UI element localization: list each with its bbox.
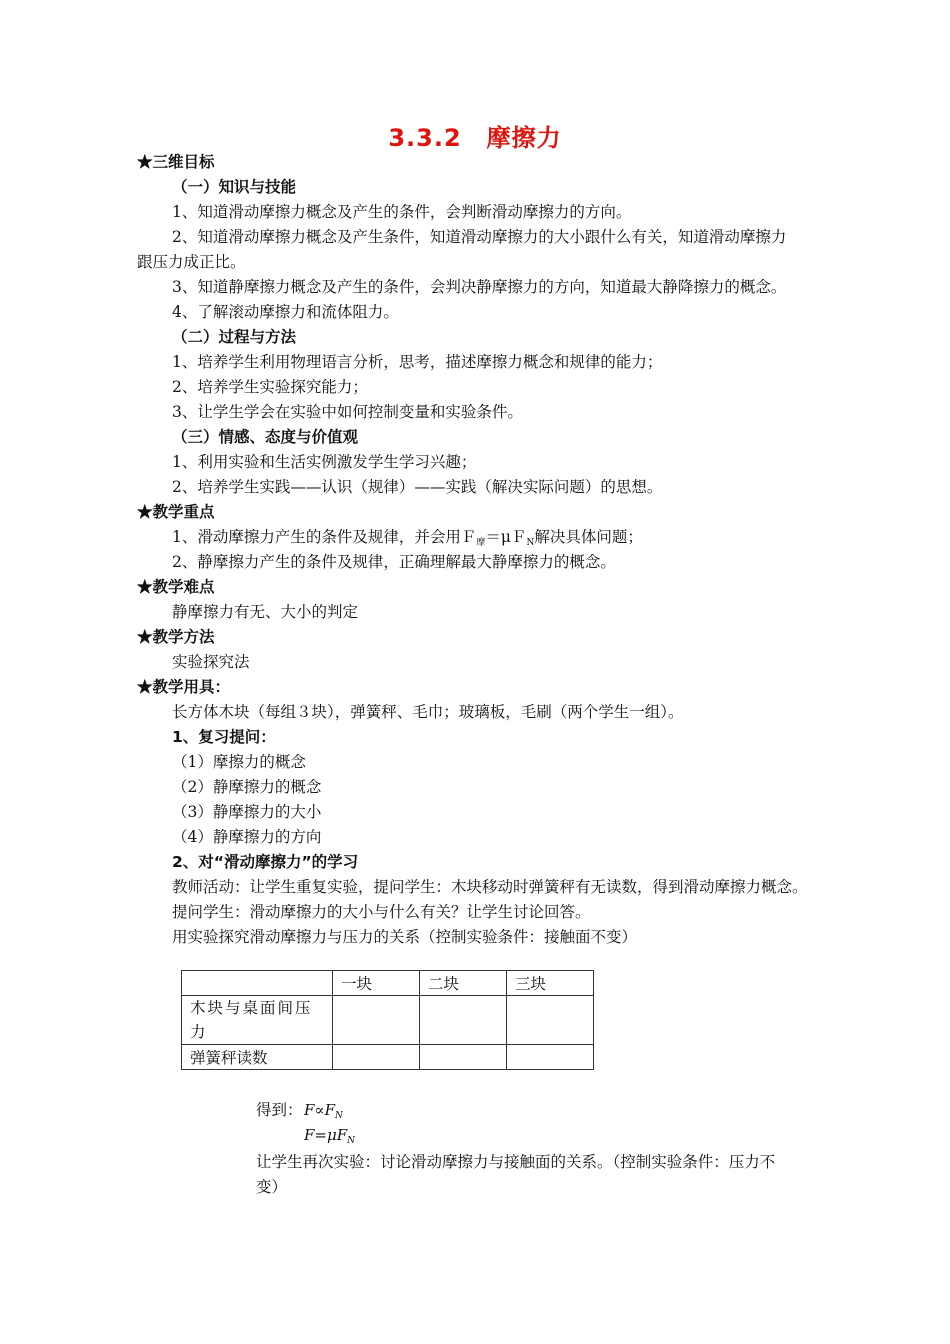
formula-text: F	[304, 1126, 315, 1144]
table-header-cell: 一块	[333, 971, 420, 996]
paragraph: 2、静摩擦力产生的条件及规律，正确理解最大静摩擦力的概念。	[172, 553, 616, 571]
table-cell	[333, 996, 420, 1045]
paragraph: 2、培养学生实验探究能力；	[172, 378, 368, 396]
table-header-cell: 二块	[420, 971, 507, 996]
paragraph: 变）	[256, 1178, 288, 1196]
paragraph: 用实验探究滑动摩擦力与压力的关系（控制实验条件：接触面不变）	[172, 928, 638, 946]
experiment-table	[181, 970, 594, 1070]
paragraph-formula	[172, 526, 643, 554]
subscript: N	[347, 1136, 356, 1146]
paragraph: 跟压力成正比。	[137, 253, 246, 271]
section-heading-method: ★教学方法	[137, 627, 215, 646]
subscript: N	[526, 538, 535, 548]
subheading-knowledge: （一）知识与技能	[172, 178, 297, 196]
subheading-attitude: （三）情感、态度与价值观	[172, 428, 359, 446]
table-cell	[420, 996, 507, 1045]
table-row	[182, 1045, 594, 1070]
list-item: （1）摩擦力的概念	[172, 753, 306, 771]
section-heading-tools: ★教学用具：	[137, 677, 231, 696]
table-cell	[507, 996, 594, 1045]
table-row	[182, 996, 594, 1045]
label-line: 力	[190, 1023, 208, 1041]
section-heading-goals: ★三维目标	[137, 152, 215, 171]
section-heading-key-points: ★教学重点	[137, 502, 215, 521]
list-item: （3）静摩擦力的大小	[172, 803, 322, 821]
table-cell	[507, 1045, 594, 1070]
paragraph: 让学生再次实验：讨论滑动摩擦力与接触面的关系。（控制实验条件：压力不	[256, 1153, 776, 1171]
result-label: 得到：	[256, 1101, 303, 1119]
formula-text: ∝F	[314, 1101, 335, 1119]
table-row-label	[182, 996, 333, 1045]
subheading-process: （二）过程与方法	[172, 328, 297, 346]
formula-text: =μF	[314, 1126, 348, 1144]
table-header-row	[182, 971, 594, 996]
table-header-cell: 三块	[507, 971, 594, 996]
paragraph: 1、利用实验和生活实例激发学生学习兴趣；	[172, 453, 477, 471]
label-line: 木块与桌面间压	[190, 999, 313, 1017]
paragraph: 4、了解滚动摩擦力和流体阻力。	[172, 303, 399, 321]
subheading-sliding-friction: 2、对“滑动摩擦力”的学习	[172, 853, 359, 871]
formula-proportional	[304, 1101, 343, 1121]
paragraph: 静摩擦力有无、大小的判定	[172, 603, 359, 621]
table-row-label: 弹簧秤读数	[182, 1045, 333, 1070]
page-title: 3.3.2 摩擦力	[388, 124, 562, 152]
paragraph: 3、知道静摩擦力概念及产生的条件，会判决静摩擦力的方向，知道最大静降擦力的概念。	[172, 278, 787, 296]
paragraph: 教师活动：让学生重复实验，提问学生：木块移动时弹簧秤有无读数，得到滑动摩擦力概念。	[172, 878, 808, 896]
subscript: 摩	[476, 538, 486, 548]
list-item: （4）静摩擦力的方向	[172, 828, 322, 846]
section-heading-difficulty: ★教学难点	[137, 577, 215, 596]
subscript: N	[334, 1111, 343, 1121]
formula-text: F	[304, 1101, 315, 1119]
paragraph: 长方体木块（每组３块），弹簧秤、毛巾；玻璃板，毛刷（两个学生一组）。	[172, 703, 684, 721]
paragraph: 实验探究法	[172, 653, 250, 671]
paragraph: 1、知道滑动摩擦力概念及产生的条件，会判断滑动摩擦力的方向。	[172, 203, 632, 221]
paragraph: 3、让学生学会在实验中如何控制变量和实验条件。	[172, 403, 523, 421]
table-header-cell	[182, 971, 333, 996]
paragraph: 提问学生：滑动摩擦力的大小与什么有关？让学生讨论回答。	[172, 903, 591, 921]
list-item: （2）静摩擦力的概念	[172, 778, 322, 796]
paragraph: 2、知道滑动摩擦力概念及产生条件，知道滑动摩擦力的大小跟什么有关，知道滑动摩擦力	[172, 228, 787, 246]
table-cell	[420, 1045, 507, 1070]
text: 1、滑动摩擦力产生的条件及规律，并会用Ｆ	[172, 528, 477, 546]
table-cell	[333, 1045, 420, 1070]
paragraph: 1、培养学生利用物理语言分析，思考，描述摩擦力概念和规律的能力；	[172, 353, 663, 371]
subheading-review: 1、复习提问：	[172, 728, 276, 746]
text: ＝μＦ	[485, 528, 527, 546]
paragraph: 2、培养学生实践——认识（规律）——实践（解决实际问题）的思想。	[172, 478, 663, 496]
text: 解决具体问题；	[534, 528, 643, 546]
formula-equation	[304, 1126, 355, 1146]
